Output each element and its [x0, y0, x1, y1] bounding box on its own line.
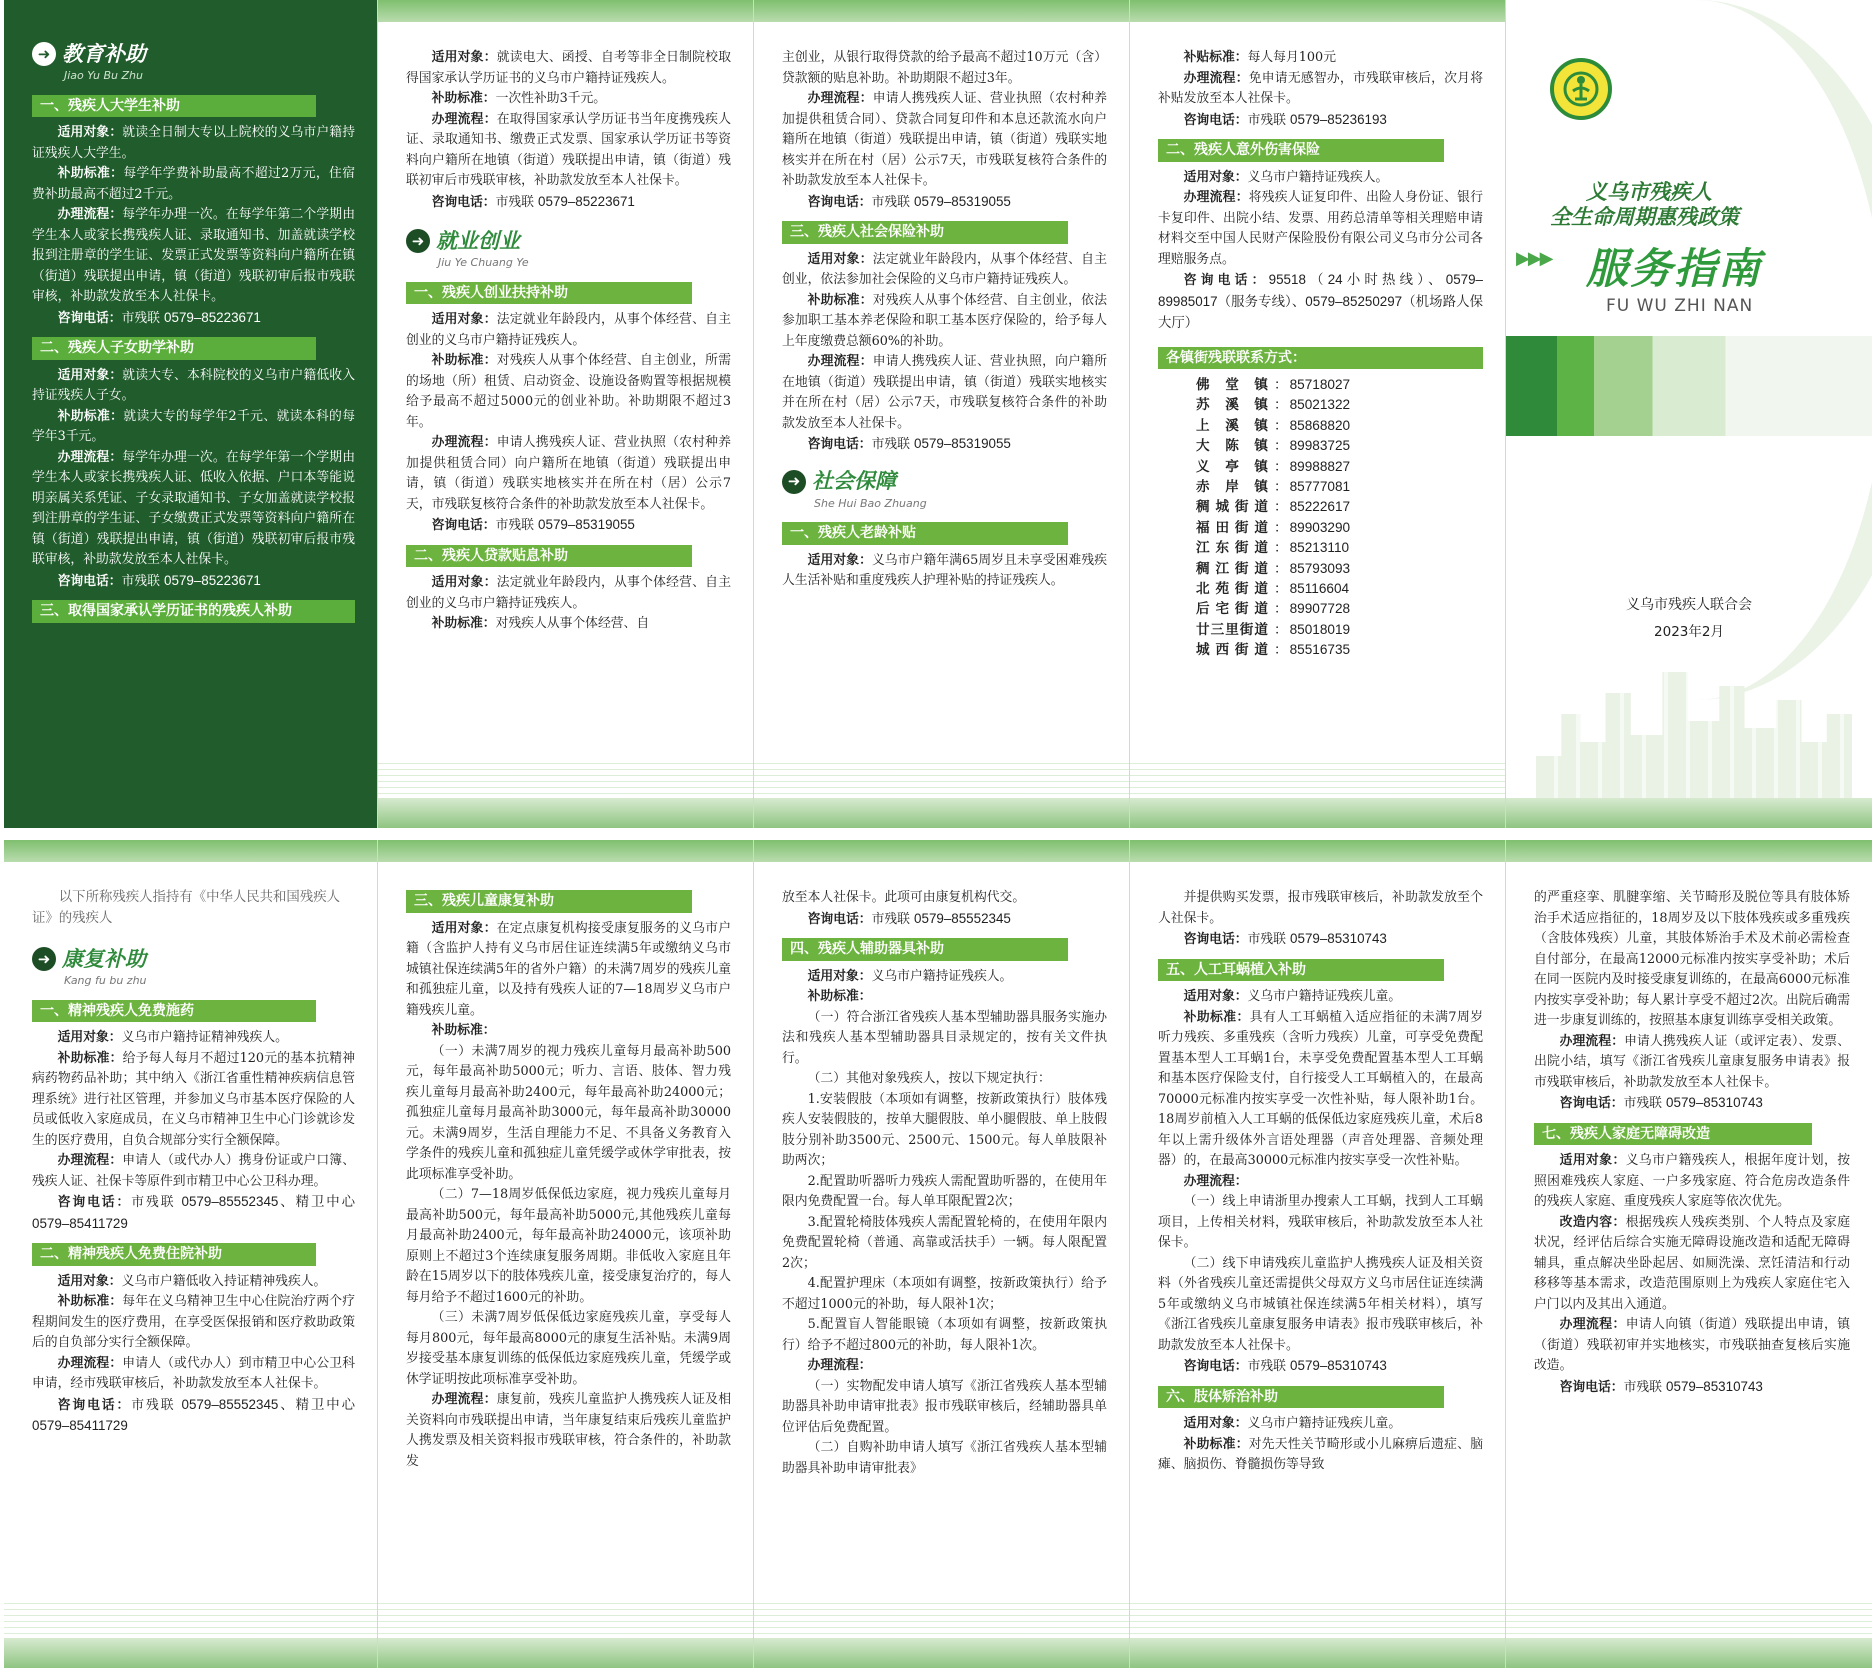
- contacts-list: [1196, 375, 1483, 661]
- town-name: 城西街道: [1196, 642, 1268, 659]
- contact-row: 城西街道 ： 85516735: [1196, 640, 1483, 660]
- phone-line: 咨询电话：市残联 0579–85310743: [1559, 1378, 1763, 1395]
- phone-line: 咨询电话：市残联 0579–85223671: [431, 193, 635, 210]
- panel-child-rehab: [378, 840, 754, 1668]
- paragraph: 办理流程：申请人携残疾人证（或评定表）、发票、出院小结，填写《浙江省残疾儿童康复服务申请表》报市残联审核后，补助款发放至本人社保卡。: [1534, 1033, 1850, 1090]
- town-name: 后宅街道: [1196, 601, 1268, 618]
- top-band: [754, 0, 1129, 22]
- town-name: 江东街道: [1196, 540, 1268, 557]
- wave-decoration: [754, 758, 1129, 798]
- paragraph: 适用对象：法定就业年龄段内，从事个体经营、自主创业的义乌市户籍持证残疾人。: [406, 575, 732, 611]
- bottom-band: [754, 1638, 1129, 1668]
- paragraph: 放至本人社保卡。此项可由康复机构代交。: [782, 890, 1026, 905]
- section-heading-employment: ➜ 就业创业: [406, 229, 731, 253]
- paragraph: 适用对象：义乌市户籍持证残疾人。: [807, 968, 1013, 984]
- town-name: 苏溪镇: [1196, 397, 1268, 414]
- town-name: 上溪镇: [1196, 417, 1268, 434]
- phone-number: 85116604: [1289, 581, 1350, 597]
- paragraph: 补助标准：具有人工耳蜗植入适应指征的未满7周岁听力残疾、多重残疾（含听力残疾）儿童，可享受免费配置基本型人工耳蜗1台，未享受免费配置基本型人工耳蜗和基本医疗保险支付，自行接受人工耳蜗植入的，在最高70000元标准内按实享受一次性补贴，每人限补助1台。18周岁前植入人工耳蜗的低保低边家庭残疾儿童，术后8年以上需升级体外言语处理器（声音处理器、音频处理器）的，在最高30000元标准内按实享受一次性补贴。: [1158, 1009, 1483, 1168]
- paragraph: 补助标准：每学年学费补助最高不超过2万元，住宿费补助最高不超过2千元。: [32, 166, 355, 202]
- paragraph: 适用对象：法定就业年龄段内，从事个体经营、自主创业的义乌市户籍持证残疾人。: [406, 312, 732, 348]
- phone-number: 85868820: [1289, 417, 1351, 433]
- phone-number: 85718027: [1289, 377, 1351, 392]
- subsection-title: 一、残疾人老龄补贴: [782, 522, 1068, 545]
- paragraph: 补贴标准：每人每月100元: [1183, 50, 1336, 65]
- phone-number: 85222617: [1289, 499, 1351, 515]
- paragraph: 适用对象：义乌市户籍持证残疾人。: [1183, 169, 1389, 185]
- phone-number: 85777081: [1289, 479, 1351, 495]
- paragraph: 适用对象：在定点康复机构接受康复服务的义乌市户籍（含监护人持有义乌市居住证连续满5年或缴纳义乌市城镇社保连续满5年的省外户籍）的未满7周岁的残疾儿童和孤独症儿童，以及持有残疾人证的7—18周岁义乌市户籍残疾儿童。: [406, 920, 732, 1018]
- publish-date: 2023年2月: [1654, 624, 1724, 640]
- bottom-band: [754, 798, 1129, 828]
- town-name: 义亭镇: [1196, 458, 1268, 475]
- wave-decoration: [1130, 758, 1505, 798]
- panel-education: [4, 0, 378, 828]
- paragraph: 办理流程：申请人向镇（街道）残联提出申请，镇（街道）残联初审并实地核实，市残联抽查复核后实施改造。: [1534, 1317, 1851, 1373]
- pinyin: Jiu Ye Chuang Ye: [438, 256, 529, 269]
- phone-line: 咨询电话：市残联 0579–85319055: [431, 517, 635, 533]
- wave-decoration: [378, 758, 753, 798]
- paragraph: 适用对象：就读全日制大专以上院校的义乌市户籍持证残疾人大学生。: [32, 125, 356, 161]
- organization-name: 义乌市残疾人联合会: [1626, 597, 1752, 613]
- panel-cochlear-implant: [1130, 840, 1506, 1668]
- wave-decoration: [754, 1598, 1129, 1638]
- phone-number: 89988827: [1289, 458, 1351, 474]
- phone-line: 咨询电话：市残联 0579–85552345、精卫中心0579–85411729: [32, 1396, 356, 1433]
- paragraph: 适用对象：法定就业年龄段内，从事个体经营、自主创业，依法参加社会保险的义乌市户籍持证残疾人。: [782, 251, 1108, 287]
- paragraph: 4.配置护理床（本项如有调整，按新政策执行）给予不超过1000元的补助，每人限补1次；: [782, 1276, 1107, 1312]
- paragraph: （一）未满7周岁的视力残疾儿童每月最高补助500元，每年最高补助5000元；听力、言语、肢体、智力残疾儿童每月最高补助2400元，每年最高补助24000元；孤独症儿童每月最高补助3000元，每年最高补助30000元。未满9周岁，生活自理能力不足、不具备义务教育入学条件的残疾儿童和孤独症儿童凭缓学或休学审批表，按此项标准享受补助。: [406, 1043, 731, 1182]
- contact-row: 义亭镇 ： 89988827: [1196, 457, 1483, 477]
- phone-number: 85018019: [1289, 621, 1351, 637]
- paragraph: 办理流程：申请人携残疾人证、营业执照，向户籍所在地镇（街道）残联提出申请，镇（街道）残联实地核实并在所在村（居）公示7天，市残联复核符合条件的补助款发放至本人社保卡。: [782, 354, 1108, 431]
- panel-rehabilitation: [4, 840, 378, 1668]
- paragraph: 适用对象：义乌市户籍持证残疾儿童。: [1183, 1416, 1402, 1431]
- paragraph: （二）7—18周岁低保低边家庭，视力残疾儿童每月最高补助500元，每年最高补助5000元,其他残疾儿童每月最高补助2400元，每年最高补助24000元，该项补助原则上不超过3个连续康复服务周期。非低收入家庭且年龄在15周岁以下的肢体残疾儿童，接受康复治疗的，每人每月给予不超过1600元的补助。: [406, 1187, 731, 1305]
- town-name: 稠城街道: [1196, 499, 1268, 516]
- panel-social-security: [754, 0, 1130, 828]
- paragraph: 补助标准：对残疾人从事个体经营、自: [431, 616, 650, 631]
- town-name: 廿三里街道: [1196, 621, 1268, 638]
- phone-line: 咨询电话：市残联 0579–85236193: [1183, 111, 1387, 128]
- paragraph: 办理流程：每学年办理一次。在每学年第一个学期由学生本人或家长携残疾人证、低收入依据、户口本等能说明亲属关系凭证、子女录取通知书、子女加盖就读学校报到注册章的学生证、子女缴费正式发票等资料向户籍所在镇（街道）残联提出申请，镇（街道）残联初审后报市残联审核，补助款发放至本人社保卡。: [32, 449, 356, 567]
- paragraph: 并提供购买发票，报市残联审核后，补助款发放至个人社保卡。: [1158, 890, 1483, 926]
- paragraph: （二）自购补助申请人填写《浙江省残疾人基本型辅助器具补助申请审批表》: [782, 1440, 1107, 1476]
- subsection-title: 一、精神残疾人免费施药: [32, 1000, 316, 1023]
- phone-line: 咨询电话：市残联 0579–85223671: [57, 572, 261, 589]
- paragraph: （二）线下申请残疾儿童监护人携残疾人证及相关资料（外省残疾儿童还需提供父母双方义乌市居住证连续满5年或缴纳义乌市城镇社保连续满5年相关材料），填写《浙江省残疾儿童康复服务申请表》报市残联审核后，补助款发放至本人社保卡。: [1158, 1255, 1483, 1353]
- phone-line: 咨询电话：市残联 0579–85552345、精卫中心0579–85411729: [32, 1194, 356, 1231]
- paragraph: 办理流程：申请人（或代办人）到市精卫中心公卫科申请，经市残联审核后，补助款发放至本人社保卡。: [32, 1355, 356, 1391]
- arrow-right-icon: ➜: [782, 470, 806, 494]
- subsection-title: 三、残疾人社会保险补助: [782, 221, 1068, 244]
- top-band: [1506, 840, 1872, 862]
- paragraph: 办理流程：申请人（或代办人）携身份证或户口簿、残疾人证、社保卡等原件到市精卫中心公卫科办理。: [32, 1153, 356, 1189]
- paragraph: 办理流程：每学年办理一次。在每学年第二个学期由学生本人或家长携残疾人证、录取通知书、加盖就读学校报到注册章的学生证、发票正式发票等资料向户籍所在镇（街道）残联提出申请，镇（街道）残联初审后报市残联审核，补助款发放至本人社保卡。: [32, 207, 356, 304]
- phone-number: 85213110: [1289, 540, 1350, 556]
- subsection-title: 二、残疾人意外伤害保险: [1158, 139, 1444, 162]
- phone-number: 89907728: [1289, 601, 1351, 617]
- subsection-title: 四、残疾人辅助器具补助: [782, 938, 1068, 961]
- color-band: [1506, 336, 1872, 436]
- paragraph: 办理流程：康复前，残疾儿童监护人携残疾人证及相关资料向市残联提出申请，当年康复结束后残疾儿童监护人携发票及相关资料报市残联审核，符合条件的，补助款发: [406, 1392, 732, 1469]
- paragraph: 补助标准：对残疾人从事个体经营、自主创业，所需的场地（所）租赁、启动资金、设施设备购置等根据规模给予最高不超过5000元的创业补助。补助期限不超过3年。: [406, 353, 732, 430]
- paragraph: 补助标准：: [431, 1023, 496, 1038]
- top-band: [378, 0, 753, 22]
- contact-row: 后宅街道 ： 89907728: [1196, 599, 1483, 619]
- contact-row: 廿三里街道 ： 85018019: [1196, 620, 1483, 640]
- arrow-right-icon: ➜: [406, 229, 430, 253]
- pinyin: She Hui Bao Zhuang: [814, 496, 927, 510]
- paragraph: （一）线上申请浙里办搜索人工耳蜗，找到人工耳蜗项目，上传相关材料，残联审核后，补助款发放至本人社保卡。: [1158, 1194, 1483, 1250]
- contact-row: 赤岸镇 ： 85777081: [1196, 477, 1483, 497]
- phone-number: 89983725: [1289, 438, 1351, 454]
- paragraph: （二）其他对象残疾人，按以下规定执行：: [807, 1071, 1051, 1086]
- wave-decoration: [1130, 1598, 1505, 1638]
- phone-line: 咨询电话：市残联 0579–85310743: [1183, 1358, 1387, 1374]
- phone-line: 咨询电话：市残联 0579–85552345: [807, 910, 1011, 927]
- phone-line: 咨询电话：市残联 0579–85319055: [807, 436, 1011, 452]
- subsection-title: 五、人工耳蜗植入补助: [1158, 959, 1444, 982]
- paragraph: 改造内容：根据残疾人残疾类别、个人特点及家庭状况，经评估后综合实施无障碍设施改造和适配无障碍辅具，重点解决坐卧起居、如厕洗澡、烹饪清洁和行动移移等基本需求，改造范围原则上为残疾人家庭住宅入户门以内及其出入通道。: [1534, 1214, 1851, 1312]
- panel-assistive-devices: [754, 840, 1130, 1668]
- town-name: 福田街道: [1196, 519, 1268, 536]
- paragraph: 办理流程：: [1183, 1173, 1248, 1189]
- paragraph: 适用对象：义乌市户籍持证残疾儿童。: [1183, 989, 1402, 1004]
- bottom-band: [1130, 1638, 1505, 1668]
- phone-number: 89903290: [1289, 519, 1351, 535]
- contact-row: 佛堂镇 ： 85718027: [1196, 375, 1483, 395]
- intro-note: 以下所称残疾人指持有《中华人民共和国残疾人证》的残疾人: [32, 890, 340, 926]
- phone-line: 咨询电话：市残联 0579–85319055: [807, 193, 1011, 210]
- subsection-title: 一、残疾人创业扶持补助: [406, 282, 692, 305]
- phone-line: 咨询电话：市残联 0579–85223671: [57, 309, 261, 326]
- subsection-title: 二、精神残疾人免费住院补助: [32, 1243, 316, 1266]
- paragraph: （三）未满7周岁低保低边家庭残疾儿童，享受每人每月800元，每年最高8000元的康复生活补贴。未满9周岁接受基本康复训练的低保低边家庭残疾儿童，凭缓学或休学证明按此项标准享受补助。: [406, 1310, 731, 1387]
- paragraph: 适用对象：义乌市户籍残疾人，根据年度计划，按照困难残疾人家庭、一户多残家庭、符合危房改造条件的残疾人家庭、重度残疾人家庭等依次优先。: [1534, 1153, 1851, 1209]
- paragraph: 办理流程：申请人携残疾人证、营业执照（农村种养加提供租赁合同）、贷款合同复印件和本息还款流水向户籍所在地镇（街道）残联提出申请，镇（街道）残联实地核实并在所在村（居）公示7天，市残联复核符合条件的补助款发放至本人社保卡。: [782, 91, 1108, 188]
- subsection-title: 七、残疾人家庭无障碍改造: [1534, 1123, 1812, 1146]
- subsection-title: 三、残疾儿童康复补助: [406, 890, 692, 913]
- paragraph: 补助标准：对先天性关节畸形或小儿麻痹后遗症、脑瘫、脑损伤、脊髓损伤等导致: [1158, 1436, 1484, 1472]
- arrow-right-icon: ➜: [32, 42, 56, 66]
- contact-row: 北苑街道 ： 85116604: [1196, 579, 1483, 599]
- contact-row: 稠城街道 ： 85222617: [1196, 497, 1483, 517]
- paragraph: 的严重痉挛、肌腱挛缩、关节畸形及脱位等具有肢体矫治手术适应指征的，18周岁及以下肢体残疾或多重残疾（含肢体残疾）儿童，其肢体矫治手术及术前必需检查自付部分，在最高12000元标准内按实享受补助；术后在同一医院内及时接受康复训练的，在最高6000元标准内按实享受补助；每人累计享受不超过2次。出院后确需进一步康复训练的，按照基本康复训练享受相关政策。: [1534, 890, 1850, 1028]
- cover-subtitle: 义乌市残疾人 全生命周期惠残政策: [1550, 180, 1739, 229]
- paragraph: （一）实物配发申请人填写《浙江省残疾人基本型辅助器具补助申请审批表》报市残联审核后，经辅助器具单位评估后免费配置。: [782, 1378, 1107, 1435]
- paragraph: （一）符合浙江省残疾人基本型辅助器具服务实施办法和残疾人基本型辅助器具目录规定的，按有关文件执行。: [782, 1009, 1107, 1066]
- paragraph: 补助标准：对残疾人从事个体经营、自主创业，依法参加职工基本养老保险和职工基本医疗保险的，给予每人上年度缴费总额60%的补助。: [782, 292, 1108, 349]
- section-heading-social-security: ➜ 社会保障: [782, 470, 1107, 494]
- town-name: 稠江街道: [1196, 560, 1268, 577]
- contact-row: 上溪镇 ： 85868820: [1196, 416, 1483, 436]
- disability-federation-logo-icon: [1550, 58, 1612, 120]
- paragraph: 适用对象：就读电大、函授、自考等非全日制院校取得国家承认学历证书的义乌市户籍持证残疾人。: [406, 50, 732, 86]
- top-band: [754, 840, 1129, 862]
- paragraph: 办理流程：在取得国家承认学历证书当年度携残疾人证、录取通知书、缴费正式发票、国家承认学历证书等资料向户籍所在地镇（街道）残联提出申请，镇（街道）残联初审后市残联审核，补助款发放至本人社保卡。: [406, 111, 732, 188]
- paragraph: 办理流程：将残疾人证复印件、出险人身份证、银行卡复印件、出院小结、发票、用药总清单等相关理赔申请材料交至中国人民财产保险股份有限公司义乌市分公司各理赔服务点。: [1158, 190, 1484, 267]
- arrows-icon: ▶▶▶: [1516, 248, 1552, 269]
- wave-decoration: [4, 1598, 377, 1638]
- cover-title-pinyin: FU WU ZHI NAN: [1606, 296, 1754, 316]
- paragraph: 5.配置盲人智能眼镜（本项如有调整，按新政策执行）给予不超过800元的补助，每人限补1次。: [782, 1317, 1107, 1353]
- subsection-title: 六、肢体矫治补助: [1158, 1386, 1444, 1409]
- phone-line: 咨询电话：95518（24小时热线）、0579–89985017（服务专线）、0579–85250297（机场路人保大厅）: [1158, 272, 1483, 330]
- town-name: 赤岸镇: [1196, 479, 1268, 496]
- paragraph: 适用对象：就读大专、本科院校的义乌市户籍低收入持证残疾人子女。: [32, 367, 356, 403]
- panel-insurance-contacts: [1130, 0, 1506, 828]
- town-name: 佛堂镇: [1196, 377, 1268, 393]
- panel-accessibility: [1506, 840, 1872, 1668]
- paragraph: 办理流程：申请人携残疾人证、营业执照（农村种养加提供租赁合同）向户籍所在地镇（街道）残联提出申请，镇（街道）残联实地核实并在所在村（居）公示7天，市残联复核符合条件的补助款发放至本人社保卡。: [406, 435, 732, 512]
- paragraph: 办理流程：: [807, 1358, 872, 1373]
- cover-title: 服务指南: [1586, 244, 1763, 293]
- panel-employment: [378, 0, 754, 828]
- pinyin: Jiao Yu Bu Zhu: [64, 69, 143, 82]
- paragraph: 补助标准：就读大专的每学年2千元、就读本科的每学年3千元。: [32, 408, 355, 444]
- outer-side-sheet: [4, 0, 1872, 828]
- contact-row: 福田街道 ： 89903290: [1196, 518, 1483, 538]
- wave-decoration: [1506, 1598, 1872, 1638]
- paragraph: 补助标准：: [807, 989, 872, 1004]
- town-name: 北苑街道: [1196, 581, 1268, 598]
- paragraph: 3.配置轮椅肢体残疾人需配置轮椅的，在使用年限内免费配置轮椅（普通、高靠或活扶手）一辆。每人限配置2次；: [782, 1214, 1107, 1271]
- bottom-band: [378, 1638, 753, 1668]
- subsection-title: 一、残疾人大学生补助: [32, 95, 316, 118]
- section-heading-education: ➜ 教育补助: [32, 42, 355, 66]
- contact-row: 苏溪镇 ： 85021322: [1196, 395, 1483, 415]
- paragraph: 适用对象：义乌市户籍持证精神残疾人。: [57, 1030, 288, 1045]
- bottom-band: [378, 798, 753, 828]
- paragraph: 补助标准：每年在义乌精神卫生中心住院治疗两个疗程期间发生的医疗费用，在享受医保报销和医疗救助政策后的自负部分实行全额保障。: [32, 1294, 356, 1350]
- arrow-right-icon: ➜: [32, 947, 56, 971]
- phone-number: 85516735: [1289, 642, 1351, 658]
- contacts-title: 各镇街残联联系方式：: [1158, 347, 1483, 370]
- subsection-title: 三、取得国家承认学历证书的残疾人补助: [32, 600, 355, 623]
- wave-decoration: [378, 1598, 753, 1638]
- section-heading-rehabilitation: ➜ 康复补助: [32, 947, 355, 971]
- cover-panel: [1506, 0, 1872, 828]
- bottom-band: [1506, 1638, 1872, 1668]
- paragraph: 办理流程：免申请无感智办，市残联审核后，次月将补贴发放至本人社保卡。: [1158, 70, 1484, 106]
- paragraph: 2.配置助听器听力残疾人需配置助听器的，在使用年限内免费配置一台。每人单耳限配置2次；: [782, 1173, 1107, 1209]
- pinyin: Kang fu bu zhu: [64, 974, 147, 987]
- inner-side-sheet: [4, 840, 1872, 1668]
- town-name: 大陈镇: [1196, 438, 1268, 455]
- contact-row: 稠江街道 ： 85793093: [1196, 559, 1483, 579]
- contact-row: 大陈镇 ： 89983725: [1196, 436, 1483, 456]
- bottom-band: [4, 1638, 377, 1668]
- paragraph: 主创业，从银行取得贷款的给予最高不超过10万元（含）贷款额的贴息补助。补助期限不超过3年。: [782, 50, 1107, 86]
- subsection-title: 二、残疾人贷款贴息补助: [406, 545, 692, 568]
- top-band: [4, 840, 377, 862]
- paragraph: 补助标准：一次性补助3千元。: [431, 91, 607, 106]
- bottom-band: [1506, 798, 1872, 828]
- phone-line: 咨询电话：市残联 0579–85310743: [1559, 1095, 1763, 1111]
- top-band: [378, 840, 753, 862]
- contact-row: 江东街道 ： 85213110: [1196, 538, 1483, 558]
- subsection-title: 二、残疾人子女助学补助: [32, 337, 316, 360]
- top-band: [1130, 0, 1505, 22]
- paragraph: 适用对象：义乌市户籍低收入持证精神残疾人。: [57, 1273, 327, 1289]
- paragraph: 适用对象：义乌市户籍年满65周岁且未享受困难残疾人生活补贴和重度残疾人护理补贴的持证残疾人。: [782, 552, 1107, 588]
- phone-number: 85021322: [1289, 397, 1351, 413]
- top-band: [1130, 840, 1505, 862]
- paragraph: 补助标准：给予每人每月不超过120元的基本抗精神病药物药品补助；其中纳入《浙江省重性精神疾病信息管理系统》进行社区管理，并参加义乌市基本医疗保险的人员或低收入家庭成员，在义乌市精神卫生中心门诊就诊发生的医疗费用，自负合规部分实行全额保障。: [32, 1050, 355, 1148]
- bottom-band: [1130, 798, 1505, 828]
- paragraph: 1.安装假肢（本项如有调整，按新政策执行）肢体残疾人安装假肢的，按单大腿假肢、单小腿假肢、单上肢假肢分别补助3500元、2500元、1500元。每人单肢限补助两次；: [782, 1091, 1107, 1168]
- phone-number: 85793093: [1289, 560, 1351, 576]
- phone-line: 咨询电话：市残联 0579–85310743: [1183, 931, 1387, 947]
